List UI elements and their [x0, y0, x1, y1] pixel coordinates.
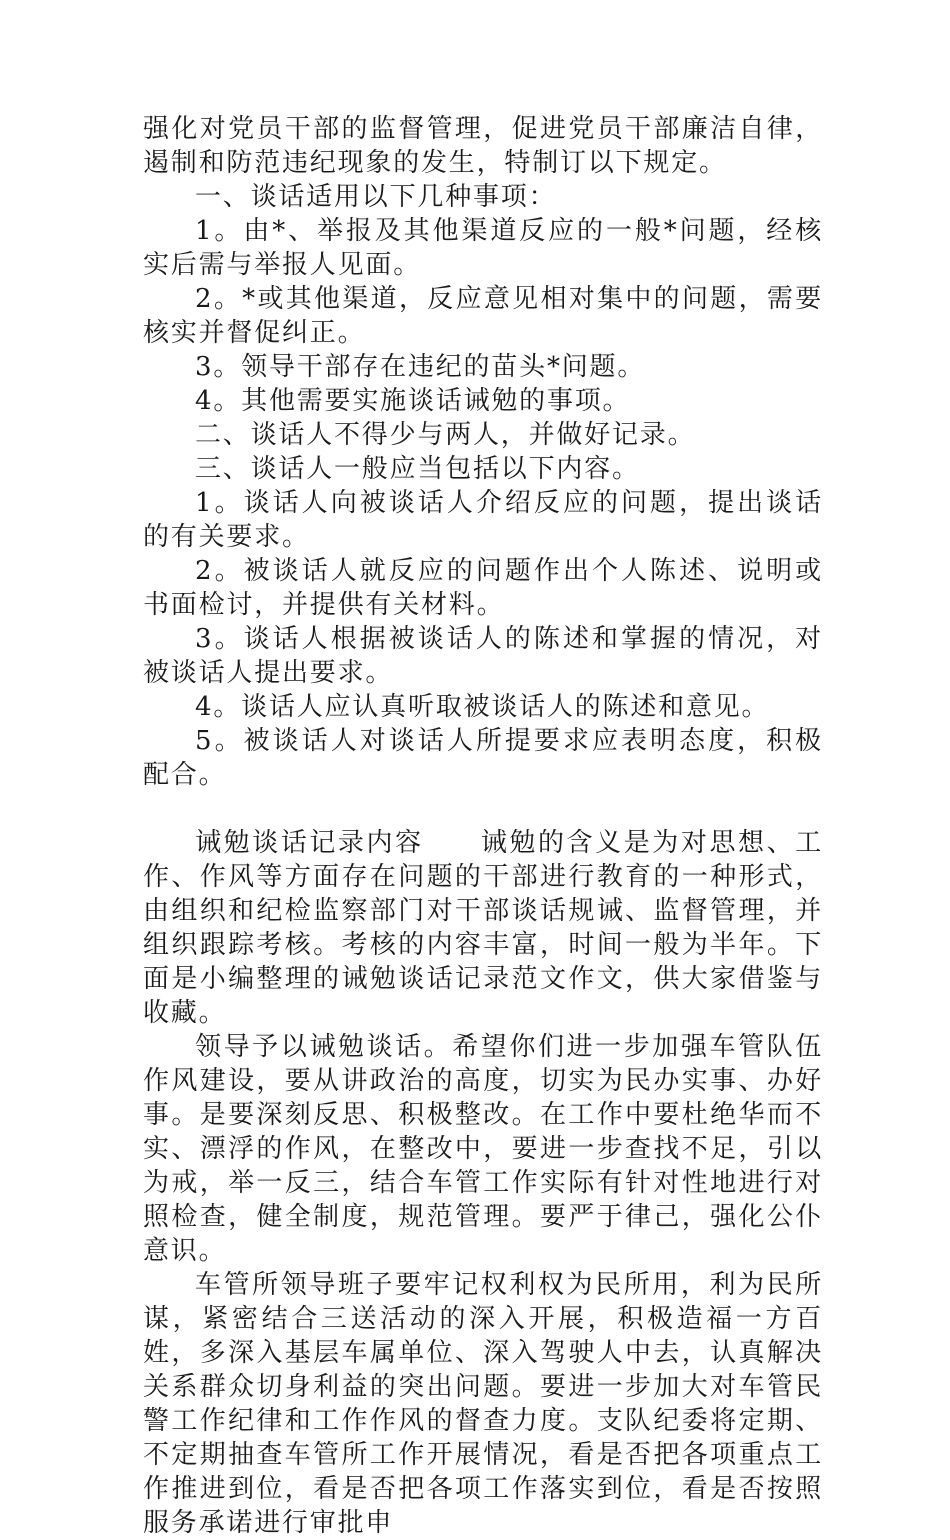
list-item: 2。*或其他渠道，反应意见相对集中的问题，需要核实并督促纠正。 — [143, 284, 823, 348]
body-paragraph: 车管所领导班子要牢记权利权为民所用，利为民所谋，紧密结合三送活动的深入开展，积极造福一方百姓，多深入基层车属单位、深入驾驶人中去，认真解决关系群众切身利益的突出问题。要进一步加大对车管民警工作纪律和工作作风的督查力度。支队纪委将定期、不定期抽查车管所工作开展情况，看是否把各项重点工作推进到位，看是否把各项工作落实到位，看是否按照服务承诺进行审批申 — [143, 1270, 823, 1538]
intro-paragraph: 强化对党员干部的监督管理，促进党员干部廉洁自律，遏制和防范违纪现象的发生，特制订以下规定。 — [143, 114, 823, 178]
heading-item-1: 一、谈话适用以下几种事项： — [195, 182, 557, 212]
list-item: 3。谈话人根据被谈话人的陈述和掌握的情况，对被谈话人提出要求。 — [143, 624, 823, 688]
list-item: 2。被谈话人就反应的问题作出个人陈述、说明或书面检讨，并提供有关材料。 — [143, 556, 823, 620]
document-body — [143, 112, 823, 1540]
list-item: 4。谈话人应认真听取被谈话人的陈述和意见。 — [195, 692, 770, 722]
list-item: 4。其他需要实施谈话诫勉的事项。 — [195, 386, 631, 416]
list-item: 5。被谈话人对谈话人所提要求应表明态度，积极配合。 — [143, 726, 823, 790]
section-spacer — [143, 792, 823, 826]
list-item: 3。领导干部存在违纪的苗头*问题。 — [195, 352, 646, 382]
list-item: 1。由*、举报及其他渠道反应的一般*问题，经核实后需与举报人见面。 — [143, 216, 823, 280]
body-paragraph: 领导予以诫勉谈话。希望你们进一步加强车管队伍作风建设，要从讲政治的高度，切实为民办实事、办好事。是要深刻反思、积极整改。在工作中要杜绝华而不实、漂浮的作风，在整改中，要进一步查找不足，引以为戒，举一反三，结合车管工作实际有针对性地进行对照检查，健全制度，规范管理。要严于律己，强化公仆意识。 — [143, 1032, 823, 1266]
body-paragraph: 诫勉谈话记录内容 诫勉的含义是为对思想、工作、作风等方面存在问题的干部进行教育的一种形式，由组织和纪检监察部门对干部谈话规诫、监督管理，并组织跟踪考核。考核的内容丰富，时间一般为半年。下面是小编整理的诫勉谈话记录范文作文，供大家借鉴与收藏。 — [143, 828, 823, 1028]
list-item: 1。谈话人向被谈话人介绍反应的问题，提出谈话的有关要求。 — [143, 488, 823, 552]
heading-item-2: 二、谈话人不得少与两人，并做好记录。 — [195, 420, 696, 450]
heading-item-3: 三、谈话人一般应当包括以下内容。 — [195, 454, 640, 484]
